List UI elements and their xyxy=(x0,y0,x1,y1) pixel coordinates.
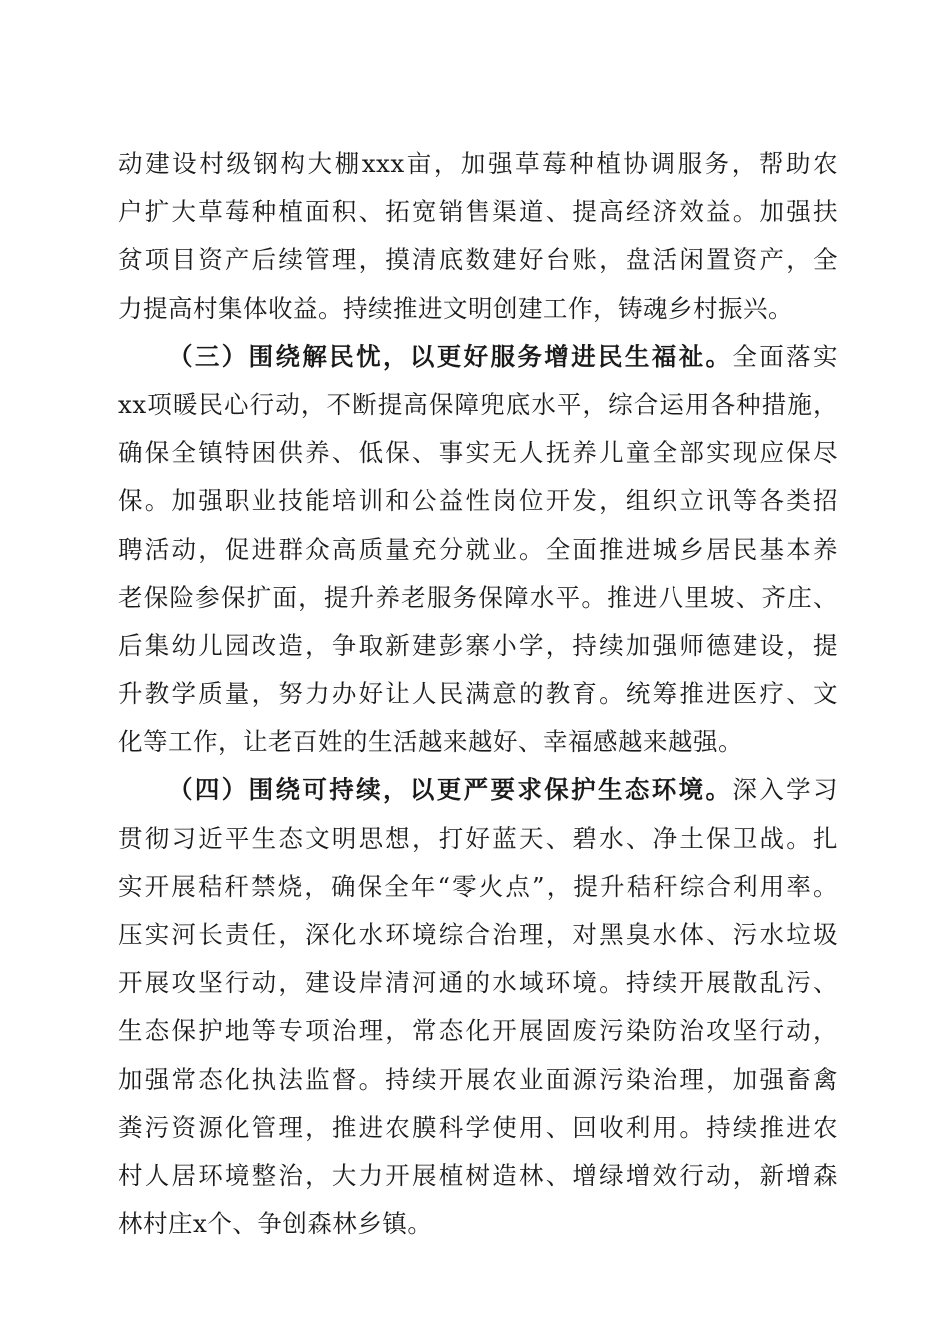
paragraph-continuation xyxy=(118,140,838,333)
section-heading: （三）围绕解民忧，以更好服务增进民生福祉。 xyxy=(168,341,733,371)
text-line: 林村庄x个、争创森林乡镇。 xyxy=(118,1209,433,1239)
text-line: 生态保护地等专项治理，常态化开展固废污染防治攻坚行动， xyxy=(118,1016,838,1046)
text-line: xx项暖民心行动，不断提高保障兜底水平，综合运用各种措施， xyxy=(118,389,838,419)
paragraph-section-4 xyxy=(118,766,838,1248)
text-line xyxy=(118,766,838,814)
text-line: 力提高村集体收益。持续推进文明创建工作，铸魂乡村振兴。 xyxy=(118,293,793,323)
paragraph-section-3 xyxy=(118,333,838,767)
text-line: 贯彻习近平生态文明思想，打好蓝天、碧水、净土保卫战。扎 xyxy=(118,823,838,853)
text-line: 老保险参保扩面，提升养老服务保障水平。推进八里坡、齐庄、 xyxy=(118,582,838,612)
text-line: 后集幼儿园改造，争取新建彭寨小学，持续加强师德建设，提 xyxy=(118,630,838,660)
text-line: 实开展秸秆禁烧，确保全年“零火点”，提升秸秆综合利用率。 xyxy=(118,871,838,901)
text-line xyxy=(118,333,838,381)
text-line: 加强常态化执法监督。持续开展农业面源污染治理，加强畜禽 xyxy=(118,1064,838,1094)
text-line: 保。加强职业技能培训和公益性岗位开发，组织立讯等各类招 xyxy=(118,486,838,516)
text-line: 聘活动，促进群众高质量充分就业。全面推进城乡居民基本养 xyxy=(118,534,838,564)
heading-line-rest: 全面落实 xyxy=(732,341,838,371)
text-line: 户扩大草莓种植面积、拓宽销售渠道、提高经济效益。加强扶 xyxy=(118,197,838,227)
text-line: 贫项目资产后续管理，摸清底数建好台账，盘活闲置资产，全 xyxy=(118,245,838,275)
text-line: 压实河长责任，深化水环境综合治理，对黑臭水体、污水垃圾 xyxy=(118,920,838,949)
section-heading: （四）围绕可持续，以更严要求保护生态环境。 xyxy=(168,775,733,805)
text-line: 确保全镇特困供养、低保、事实无人抚养儿童全部实现应保尽 xyxy=(118,438,838,468)
document-body xyxy=(118,140,838,1248)
text-line: 粪污资源化管理，推进农膜科学使用、回收利用。持续推进农 xyxy=(118,1112,838,1142)
text-line: 村人居环境整治，大力开展植树造林、增绿增效行动，新增森 xyxy=(118,1160,838,1190)
text-line: 开展攻坚行动，建设岸清河通的水域环境。持续开展散乱污、 xyxy=(118,968,838,998)
heading-line-rest: 深入学习 xyxy=(732,775,838,805)
text-line: 升教学质量，努力办好让人民满意的教育。统筹推进医疗、文 xyxy=(118,679,838,709)
text-line: 化等工作，让老百姓的生活越来越好、幸福感越来越强。 xyxy=(118,727,743,757)
text-line: 动建设村级钢构大棚xxx亩，加强草莓种植协调服务，帮助农 xyxy=(118,149,838,178)
